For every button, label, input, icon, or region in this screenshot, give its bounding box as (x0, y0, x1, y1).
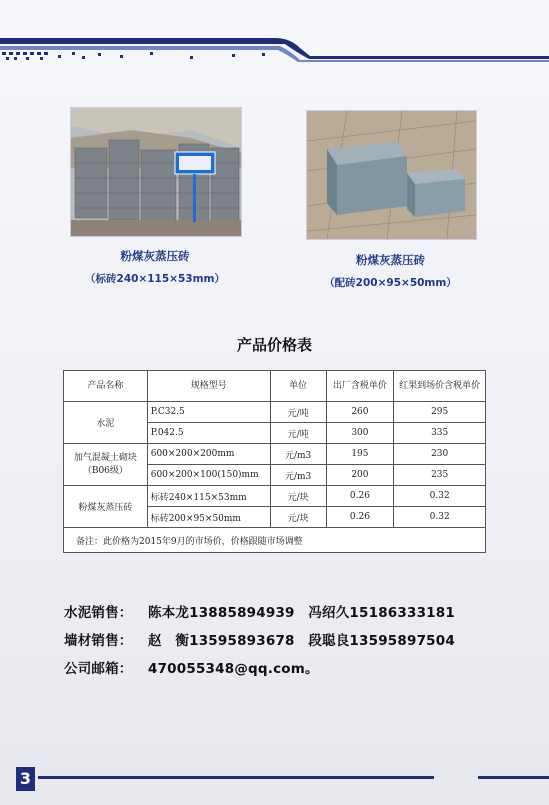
factory-price-cell: 200 (326, 465, 394, 486)
spec-cell: 600×200×200mm (147, 444, 270, 465)
unit-cell: 元/块 (270, 486, 326, 507)
email-line (64, 657, 319, 677)
email-address: 470055348@qq.com。 (148, 661, 319, 677)
product-2-spec: （配砖200×95×50mm） (324, 277, 457, 289)
price-table-title: 产品价格表 (236, 336, 312, 354)
factory-price-cell: 0.26 (326, 507, 394, 528)
product-1-caption: 粉煤灰蒸压砖 (120, 249, 190, 263)
table-row (64, 402, 486, 423)
header-delivered-price: 红果到场价含税单价 (394, 371, 486, 402)
brick-pair-illustration (307, 111, 476, 239)
header-spec: 规格型号 (147, 371, 270, 402)
product-name-cell: 水泥 (64, 402, 148, 444)
product-name-cell: 粉煤灰蒸压砖 (64, 486, 148, 528)
spec-cell: 标砖240×115×53mm (147, 486, 270, 507)
cement-sales-line (64, 601, 455, 621)
footer-rule-right (478, 776, 549, 779)
unit-cell: 元/块 (270, 507, 326, 528)
factory-price-cell: 195 (326, 444, 394, 465)
delivered-price-cell: 230 (394, 444, 486, 465)
email-label: 公司邮箱： (64, 661, 133, 677)
table-note-row (64, 528, 486, 553)
cement-sales-contacts: 陈本龙13885894939 冯绍久15186333181 (148, 605, 455, 621)
unit-cell: 元/吨 (270, 423, 326, 444)
factory-price-cell: 300 (326, 423, 394, 444)
unit-cell: 元/吨 (270, 402, 326, 423)
table-row (64, 444, 486, 465)
wall-sales-contacts: 赵 衡13595893678 段聪良13595897504 (148, 633, 455, 649)
header-factory-price: 出厂含税单价 (326, 371, 394, 402)
unit-cell: 元/m3 (270, 444, 326, 465)
photo-standard-brick (70, 107, 242, 237)
delivered-price-cell: 0.32 (394, 507, 486, 528)
product-1-spec: （标砖240×115×53mm） (85, 273, 225, 285)
product-2-caption: 粉煤灰蒸压砖 (356, 253, 425, 267)
price-table (63, 370, 486, 553)
table-header-row (64, 371, 486, 402)
factory-price-cell: 0.26 (326, 486, 394, 507)
header-unit: 单位 (270, 371, 326, 402)
footer-rule-left (38, 776, 434, 779)
delivered-price-cell: 235 (394, 465, 486, 486)
delivered-price-cell: 295 (394, 402, 486, 423)
spec-cell: 600×200×100(150)mm (147, 465, 270, 486)
factory-price-cell: 260 (326, 402, 394, 423)
header-product-name: 产品名称 (64, 371, 148, 402)
table-row (64, 486, 486, 507)
brick-stack-illustration (71, 108, 241, 236)
header-band (0, 0, 549, 70)
delivered-price-cell: 0.32 (394, 486, 486, 507)
spec-cell: 标砖200×95×50mm (147, 507, 270, 528)
wall-sales-line (64, 629, 455, 649)
spec-cell: P.C32.5 (147, 402, 270, 423)
photo-matching-brick (306, 110, 477, 240)
cement-sales-label: 水泥销售： (64, 605, 133, 621)
spec-cell: P.042.5 (147, 423, 270, 444)
wall-sales-label: 墙材销售： (64, 633, 133, 649)
price-note: 备注：此价格为2015年9月的市场价，价格跟随市场调整 (64, 528, 486, 553)
page-number: 3 (16, 767, 35, 791)
unit-cell: 元/m3 (270, 465, 326, 486)
product-name-cell: 加气混凝土砌块（B06级） (64, 444, 148, 486)
delivered-price-cell: 335 (394, 423, 486, 444)
